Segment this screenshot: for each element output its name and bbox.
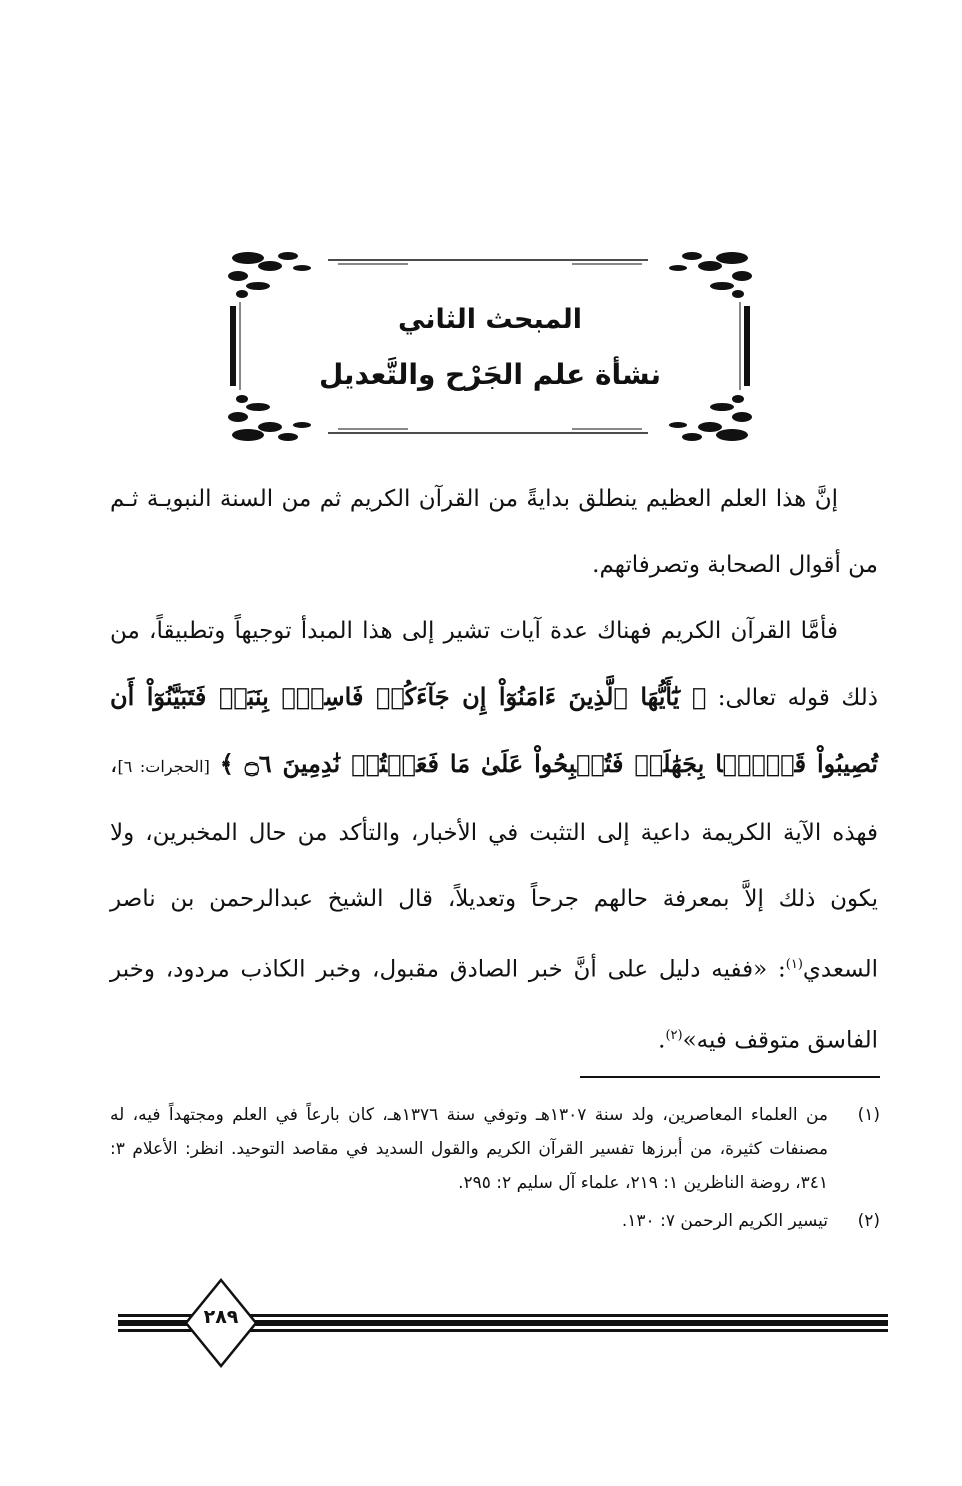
footnote-text: تيسير الكريم الرحمن ٧: ١٣٠.: [621, 1211, 828, 1231]
footnote-ref-1[interactable]: (١): [785, 957, 803, 972]
verse-citation: [الحجرات: ٦]: [117, 757, 210, 776]
footnote-1: [110, 1098, 880, 1200]
corner-ornament-top-left: [228, 252, 311, 298]
footnote-separator: [580, 1076, 880, 1078]
paragraph-2: [110, 598, 878, 1073]
footnote-ref-2[interactable]: (٢): [665, 1027, 683, 1043]
quotation: : «ففيه دليل على أنَّ خبر الصادق مقبول، وخبر الكاذب مردود، وخبر الفاسق متوقف فيه»: [110, 956, 878, 1054]
chapter-title: نشأة علم الجَرْح والتَّعديل: [318, 358, 662, 391]
ornamental-border: [218, 244, 762, 444]
page-number: ٢٨٩: [203, 1306, 239, 1328]
footnotes: [110, 1098, 880, 1242]
section-heading: المبحث الثاني: [398, 304, 582, 335]
paragraph-2-continuation: ، فهذه الآية الكريمة داعية إلى التثبت في الأخبار، والتأكد من حال المخبرين، ولا يكون ذلك إلاَّ بمعرفة حالهم جرحاً وتعديلاً، قال الشيخ عبدالرحمن بن ناصر السعدي: [110, 752, 878, 983]
footnote-number: (٢): [857, 1211, 880, 1231]
corner-ornament-top-right: [669, 252, 752, 298]
paragraph-2-intro: فأمَّا القرآن الكريم فهناك عدة آيات تشير إلى هذا المبدأ توجيهاً وتطبيقاً، من ذلك قوله تعالى:: [110, 618, 879, 711]
footnote-2: [110, 1204, 880, 1238]
footnote-number: (١): [857, 1105, 880, 1125]
paragraph-1: إنَّ هذا العلم العظيم ينطلق بدايةً من القرآن الكريم ثم من السنة النبويـة ثـم من أقوال الصحابة وتصرفاتهم.: [110, 486, 878, 578]
corner-ornament-bottom-right: [669, 395, 752, 441]
main-text: [110, 466, 878, 1073]
quran-verse: ﴿ يَٰٓأَيُّهَا ٱلَّذِينَ ءَامَنُوٓاْ إِن جَآءَكُمۡ فَاسِقُۢ بِنَبَإٖ فَتَبَيَّنُوٓاْ أَن تُصِيبُواْ قَوۡمَۢا بِجَهَٰلَةٖ فَتُصۡبِحُواْ عَلَىٰ مَا فَعَلۡتُمۡ نَٰدِمِينَ ۝٦ ﴾: [110, 682, 878, 778]
corner-ornament-bottom-left: [228, 395, 311, 441]
chapter-title-frame: [218, 244, 762, 444]
footnote-text: من العلماء المعاصرين، ولد سنة ١٣٠٧هـ وتوفي سنة ١٣٧٦هـ، كان بارعاً في العلم ومجتهداً فيه، له مصنفات كثيرة، من أبرزها تفسير القرآن الكريم والقول السديد في مقاصد التوحيد. انظر: الأعلام ٣: ٣٤١، روضة الناظرين ١: ٢١٩، علماء آل سليم ٢: ٢٩٥.: [110, 1105, 828, 1193]
paragraph-2-end: .: [658, 1027, 666, 1054]
